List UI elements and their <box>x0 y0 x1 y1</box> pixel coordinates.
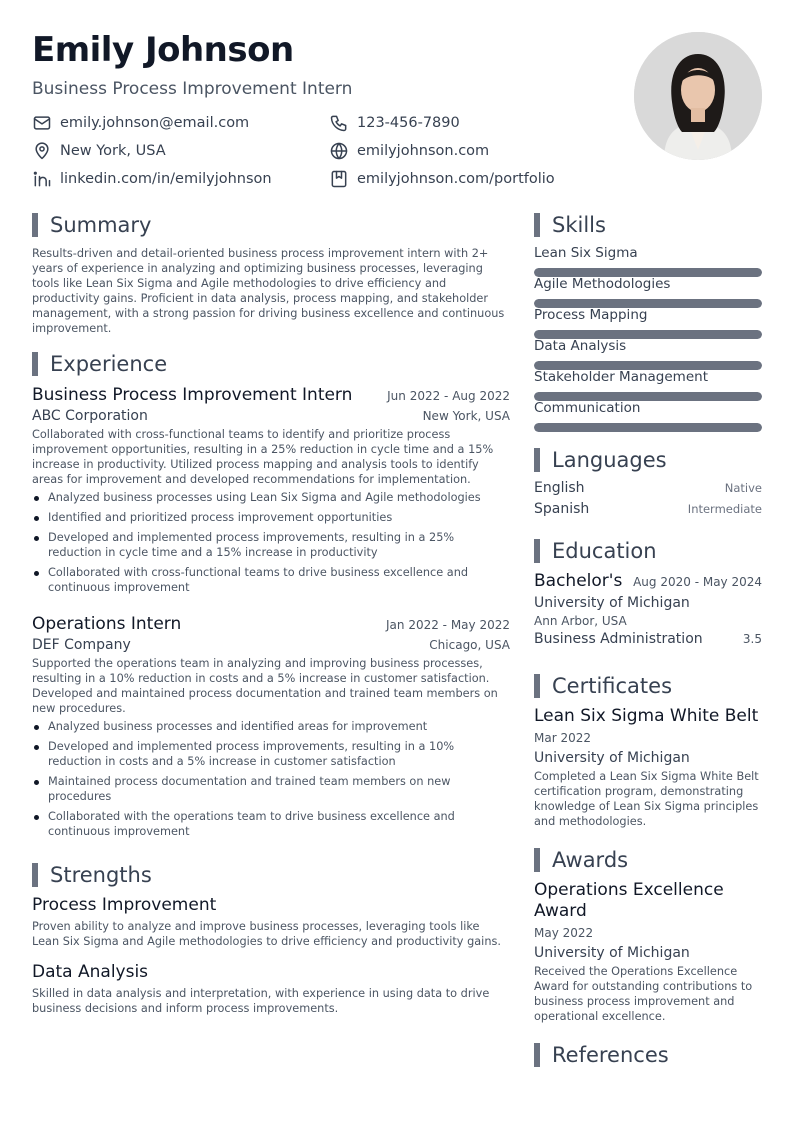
list-item: Analyzed business processes and identified areas for improvement <box>32 719 510 734</box>
candidate-title: Business Process Improvement Intern <box>32 79 353 99</box>
job-header <box>32 614 510 634</box>
language-name: Spanish <box>534 501 590 517</box>
section-bar <box>534 848 540 872</box>
portrait-illustration <box>634 32 762 160</box>
job-bullets <box>32 490 510 595</box>
job-header <box>32 385 510 405</box>
job-dates: Jun 2022 - Aug 2022 <box>387 389 510 403</box>
job-title: Operations Intern <box>32 614 182 634</box>
award-issuer: University of Michigan <box>534 945 690 961</box>
job-bullets <box>32 719 510 839</box>
mail-icon <box>32 113 52 133</box>
job-entry <box>32 614 510 844</box>
skills-title: Skills <box>552 213 606 237</box>
education-dates: Aug 2020 - May 2024 <box>633 575 762 589</box>
skill-bar <box>534 423 762 432</box>
strength-entry <box>32 962 510 1016</box>
job-company: DEF Company <box>32 637 131 653</box>
skill-name: Process Mapping <box>534 307 648 323</box>
certificate-title: Lean Six Sigma White Belt <box>534 706 759 726</box>
skill-bar-fill <box>534 423 762 432</box>
skill-item <box>534 276 762 308</box>
job-location: Chicago, USA <box>429 638 510 652</box>
location-text: New York, USA <box>60 143 166 159</box>
section-bar <box>534 448 540 472</box>
contact-email[interactable] <box>32 112 249 134</box>
strength-title: Data Analysis <box>32 962 149 982</box>
website-text: emilyjohnson.com <box>357 143 490 159</box>
language-name: English <box>534 480 585 496</box>
education-degree: Bachelor's <box>534 571 623 591</box>
job-entry <box>32 385 510 600</box>
award-date: May 2022 <box>534 926 594 940</box>
language-item <box>534 480 762 496</box>
section-bar <box>534 213 540 237</box>
section-bar <box>32 213 38 237</box>
linkedin-text: linkedin.com/in/emilyjohnson <box>60 171 272 187</box>
certificate-entry <box>534 706 762 829</box>
education-entry <box>534 571 762 647</box>
contact-phone[interactable] <box>329 112 460 134</box>
skill-item <box>534 338 762 370</box>
education-institution: University of Michigan <box>534 595 690 611</box>
education-title: Education <box>552 539 657 563</box>
list-item: Collaborated with cross-functional teams to drive business excellence and continuous improvement <box>32 565 510 595</box>
job-description: Supported the operations team in analyzing and improving business processes, resulting in a 10% reduction in costs and a 5% increase in customer satisfaction. Developed and maintained process documentation and trained team members on new procedures. <box>32 657 498 715</box>
list-item: Maintained process documentation and trained team members on new procedures <box>32 774 510 804</box>
skill-item <box>534 369 762 401</box>
skills-heading <box>534 212 606 238</box>
languages-heading <box>534 447 667 473</box>
experience-title: Experience <box>50 352 168 376</box>
skill-item <box>534 245 762 277</box>
job-dates: Jan 2022 - May 2022 <box>386 618 510 632</box>
certificate-description: Completed a Lean Six Sigma White Belt certification program, demonstrating knowledge of Lean Six Sigma principles and methodologies. <box>534 770 759 828</box>
section-bar <box>534 539 540 563</box>
strength-text: Proven ability to analyze and improve business processes, leveraging tools like Lean Six Sigma and Agile methodologies to drive efficiency and productivity gains. <box>32 920 501 948</box>
skill-name: Communication <box>534 400 641 416</box>
section-bar <box>32 352 38 376</box>
section-bar <box>534 674 540 698</box>
contact-portfolio[interactable] <box>329 168 555 190</box>
job-title: Business Process Improvement Intern <box>32 385 353 405</box>
education-header <box>534 571 762 591</box>
contact-website[interactable] <box>329 140 489 162</box>
strength-text: Skilled in data analysis and interpretation, with experience in using data to drive business decisions and inform process improvements. <box>32 987 490 1015</box>
profile-photo <box>634 32 762 160</box>
list-item: Analyzed business processes using Lean Six Sigma and Agile methodologies <box>32 490 510 505</box>
portfolio-text: emilyjohnson.com/portfolio <box>357 171 555 187</box>
skill-name: Lean Six Sigma <box>534 245 638 261</box>
languages-title: Languages <box>552 448 667 472</box>
list-item: Developed and implemented process improvements, resulting in a 25% reduction in cycle time and a 15% increase in productivity <box>32 530 510 560</box>
experience-heading <box>32 351 167 377</box>
education-field-row <box>534 631 762 647</box>
education-location: Ann Arbor, USA <box>534 614 627 628</box>
job-company: ABC Corporation <box>32 408 148 424</box>
contact-linkedin[interactable] <box>32 168 272 190</box>
references-heading <box>534 1042 669 1068</box>
education-gpa: 3.5 <box>742 632 762 646</box>
phone-icon <box>329 113 349 133</box>
strength-entry <box>32 895 510 949</box>
list-item: Collaborated with the operations team to drive business excellence and continuous improvement <box>32 809 510 839</box>
email-text: emily.johnson@email.com <box>60 115 250 131</box>
section-bar <box>32 863 38 887</box>
list-item: Developed and implemented process improvements, resulting in a 10% reduction in costs and a 5% increase in customer satisfaction <box>32 739 510 769</box>
award-title: Operations Excellence Award <box>534 880 724 921</box>
language-item <box>534 501 762 517</box>
strengths-heading <box>32 862 152 888</box>
job-location: New York, USA <box>422 409 510 423</box>
skill-name: Agile Methodologies <box>534 276 671 292</box>
certificates-heading <box>534 673 672 699</box>
certificate-date: Mar 2022 <box>534 731 591 745</box>
language-level: Native <box>724 481 762 495</box>
strengths-title: Strengths <box>50 863 152 887</box>
job-description: Collaborated with cross-functional teams to identify and prioritize process improvement opportunities, resulting in a 25% reduction in cycle time and a 15% increase in productivity. Utilized process mapping and analysis tools to identify areas for improvement and developed recommendations for implementation. <box>32 428 494 486</box>
skill-name: Stakeholder Management <box>534 369 708 385</box>
skill-item <box>534 400 762 432</box>
awards-title: Awards <box>552 848 629 872</box>
skill-item <box>534 307 762 339</box>
job-subheader <box>32 408 510 424</box>
summary-text: Results-driven and detail-oriented business process improvement intern with 2+ years of experience in analyzing and optimizing business processes, leveraging tools like Lean Six Sigma and Agile methodologies to drive efficiency and productivity gains. Proficient in data analysis, process mapping, and stakeholder management, with a strong passion for driving business excellence and continuous improvement. <box>32 247 505 335</box>
references-title: References <box>552 1043 669 1067</box>
bookmark-icon <box>329 169 349 189</box>
linkedin-icon <box>32 169 52 189</box>
skill-name: Data Analysis <box>534 338 627 354</box>
phone-text: 123-456-7890 <box>357 115 460 131</box>
contact-location <box>32 140 166 162</box>
awards-heading <box>534 847 628 873</box>
certificates-title: Certificates <box>552 674 673 698</box>
education-field: Business Administration <box>534 631 703 647</box>
award-entry <box>534 880 762 1024</box>
strength-title: Process Improvement <box>32 895 217 915</box>
summary-heading <box>32 212 151 238</box>
language-level: Intermediate <box>687 502 762 516</box>
map-pin-icon <box>32 141 52 161</box>
globe-icon <box>329 141 349 161</box>
candidate-name: Emily Johnson <box>32 30 294 70</box>
list-item: Identified and prioritized process improvement opportunities <box>32 510 510 525</box>
job-subheader <box>32 637 510 653</box>
section-bar <box>534 1043 540 1067</box>
award-description: Received the Operations Excellence Award for outstanding contributions to business process improvement and operational excellence. <box>534 965 753 1023</box>
summary-title: Summary <box>50 213 152 237</box>
education-heading <box>534 538 657 564</box>
certificate-issuer: University of Michigan <box>534 750 690 766</box>
